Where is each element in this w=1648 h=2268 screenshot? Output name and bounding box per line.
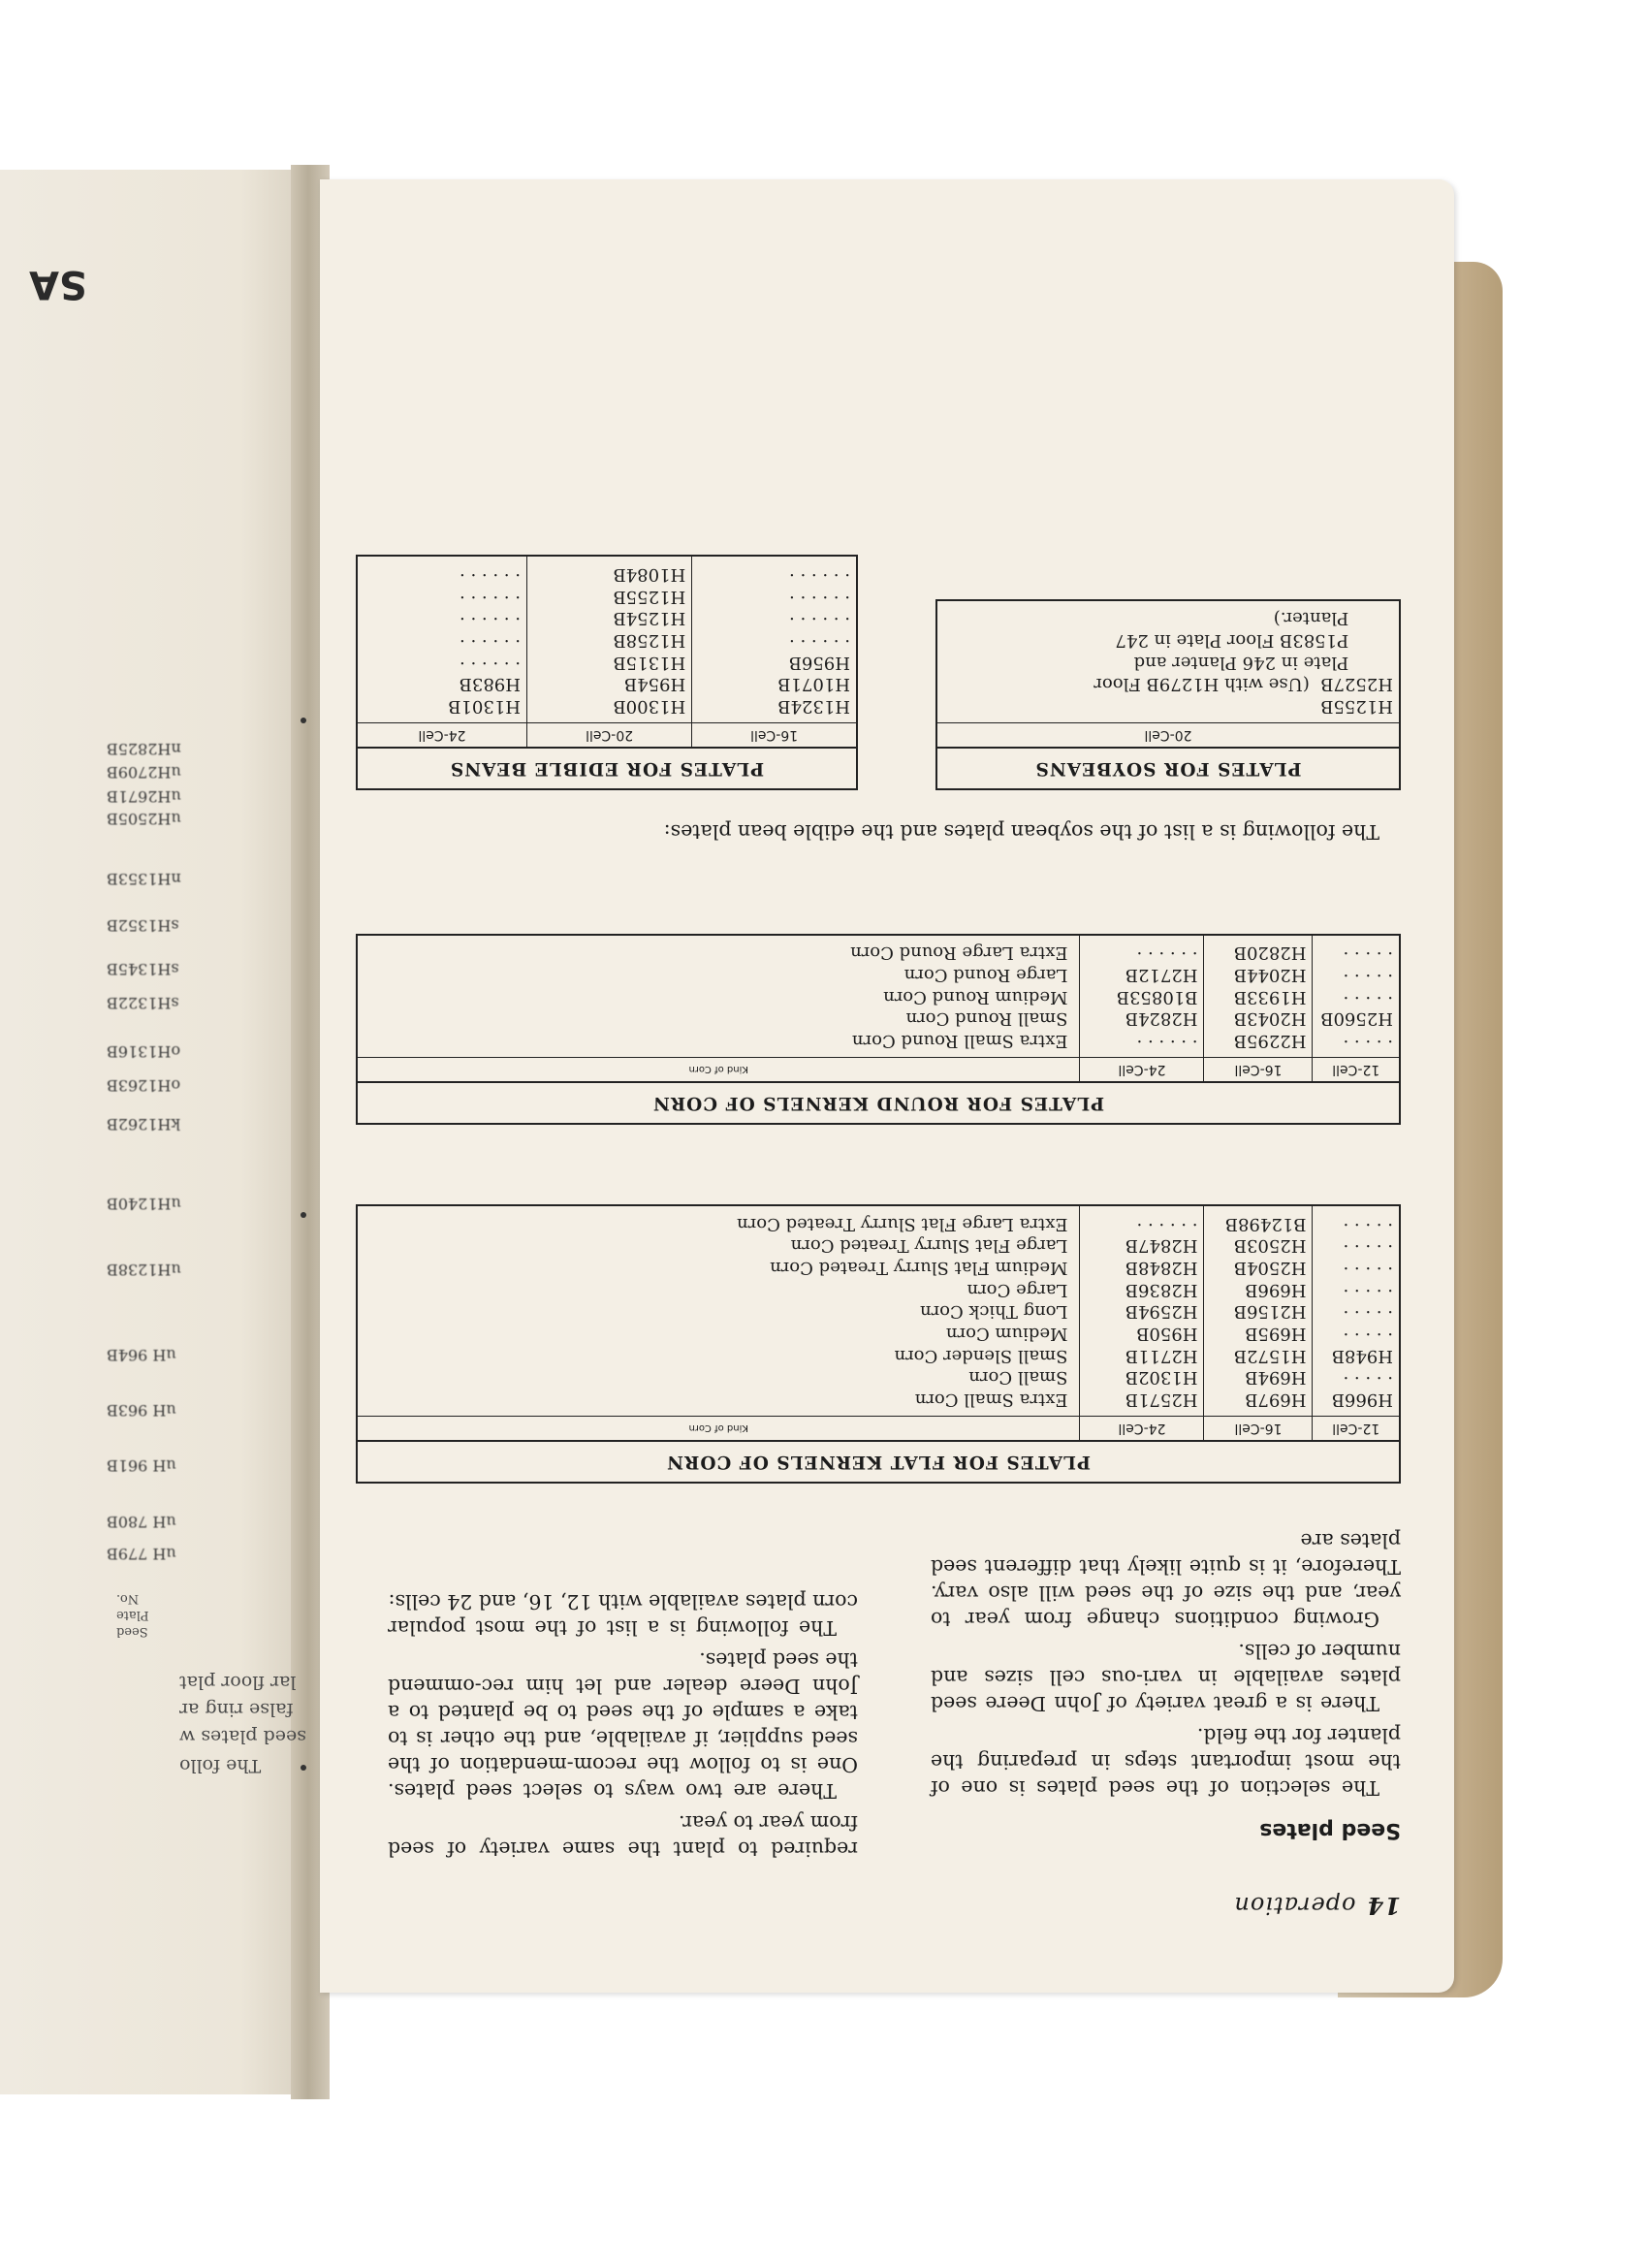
binding-stitch bbox=[301, 718, 306, 723]
left-page-code: sH1352B bbox=[107, 916, 179, 935]
left-page-code: sH1322B bbox=[107, 994, 179, 1012]
paragraph: The following is a list of the most popular corn plates available with 12, 16, and 24 cells: bbox=[388, 1589, 858, 1640]
left-page-code: sH1345B bbox=[107, 960, 179, 978]
cell-16: H697B H694B H1572B H695B H2156B H696B H2504B H2503B B12498B bbox=[1204, 1205, 1313, 1417]
cell-24: H2571B H1302B H2711B H950B H2594B H2836B H2848B H2847B · · · · · · bbox=[1080, 1205, 1204, 1417]
cell-kind: Extra Small Corn Small Corn Small Slender Corn Medium Corn Long Thick Corn Large Corn Medium Flat Slurry Treated Corn Large Flat Slurry Treated Corn Extra Large Flat Slurry Treated Corn bbox=[737, 1213, 1068, 1410]
left-page-code: oH1263B bbox=[107, 1076, 181, 1095]
left-page-code: uH 780B bbox=[107, 1513, 176, 1531]
cell-12: H966B · · · · · H948B · · · · · · · · · · · · · · · · · · · · · · · · · · · · · · bbox=[1313, 1205, 1400, 1417]
paragraph: There are two ways to select seed plates. One is to follow the recom-mendation of the seed supplier, if available, and the other is to take a sample of the seed to be planted to a John Deere dealer and let him rec-ommend the seed plates. bbox=[388, 1647, 858, 1803]
left-page-code: uH 779B bbox=[107, 1545, 176, 1563]
page-header bbox=[354, 1862, 1401, 1920]
section-title: operation bbox=[1233, 1892, 1356, 1919]
paragraph: There is a great variety of John Deere seed plates available in vari-ous cell sizes and number of cells. bbox=[931, 1639, 1401, 1715]
page-content-rotated bbox=[354, 252, 1401, 1920]
soybean-table-title: PLATES FOR SOYBEANS bbox=[935, 749, 1401, 790]
cell-16: H1324B H1071B H956B · · · · · · · · · · · · · · · · · · · · · · · · bbox=[692, 556, 857, 722]
left-page-code: uH2505B bbox=[107, 810, 181, 828]
cell-12: · · · · · H2560B · · · · · · · · · · · · · · · bbox=[1313, 935, 1400, 1058]
edible-beans-table bbox=[356, 555, 858, 790]
cell-kind: Extra Small Round Corn Small Round Corn Medium Round Corn Large Round Corn Extra Large Round Corn bbox=[850, 942, 1068, 1051]
table-row bbox=[357, 935, 1400, 1058]
left-page-code: oH1316B bbox=[107, 1042, 181, 1061]
left-page-code: uH1238B bbox=[107, 1261, 181, 1279]
col-header: 16-Cell bbox=[692, 723, 857, 749]
cell-24: H1301B H983B · · · · · · · · · · · · · · · · · · · · · · · · · · · · · · bbox=[448, 563, 521, 717]
page-number: 14 bbox=[1366, 1892, 1401, 1920]
col-header: 20-Cell bbox=[526, 723, 691, 749]
round-kernels-table bbox=[356, 934, 1401, 1125]
edible-table-title: PLATES FOR EDIBLE BEANS bbox=[356, 749, 858, 790]
binding-stitch bbox=[301, 1212, 306, 1218]
paragraph: The selection of the seed plates is one of the most important steps in preparing the planter for the field. bbox=[931, 1723, 1401, 1800]
right-text-column bbox=[388, 1582, 858, 1862]
table-row bbox=[357, 556, 857, 722]
main-page bbox=[320, 179, 1454, 1993]
left-page-code: uH2709B bbox=[107, 763, 181, 782]
left-page-col-header-1: Seed bbox=[116, 1624, 148, 1639]
left-page-snippet-1: The follo bbox=[179, 1755, 262, 1776]
col-header: 24-Cell bbox=[1080, 1058, 1204, 1083]
left-page-code: nH2825B bbox=[107, 740, 181, 758]
left-page-col-header-3: No. bbox=[116, 1591, 140, 1606]
paragraph: required to plant the same variety of seed from year to year. bbox=[388, 1810, 858, 1861]
col-header: 16-Cell bbox=[1204, 1058, 1313, 1083]
col-header: 24-Cell bbox=[1080, 1417, 1204, 1442]
col-header: 12-Cell bbox=[1313, 1058, 1400, 1083]
left-page-heading-fragment: SA bbox=[29, 262, 87, 306]
soybeans-table bbox=[935, 599, 1401, 790]
left-page-col-header-2: Plate bbox=[116, 1608, 149, 1622]
left-text-column bbox=[931, 1521, 1401, 1842]
bean-intro: The following is a list of the soybean plates and the edible bean plates: bbox=[663, 820, 1379, 844]
left-page-code: nH1353B bbox=[107, 870, 181, 888]
cell-20: H1300B H954B H1315B H1258B H1254B H1255B H1084B bbox=[526, 556, 691, 722]
table-row bbox=[936, 600, 1400, 723]
left-page-code: uH1240B bbox=[107, 1195, 181, 1213]
cell-16: H2295B H2043B H1933B H2044B H2820B bbox=[1204, 935, 1313, 1058]
col-header: Kind of Corn bbox=[357, 1417, 1080, 1442]
round-table-title: PLATES FOR ROUND KERNELS OF CORN bbox=[356, 1083, 1401, 1125]
flat-table-title: PLATES FOR FLAT KERNELS OF CORN bbox=[356, 1442, 1401, 1484]
col-header: Kind of Corn bbox=[357, 1058, 1080, 1083]
left-page-code: uH 963B bbox=[107, 1401, 176, 1420]
left-page-snippet-2: seed plates w bbox=[179, 1726, 306, 1747]
col-header: 16-Cell bbox=[1204, 1417, 1313, 1442]
left-page-code: uH2671B bbox=[107, 787, 181, 806]
section-heading: Seed plates bbox=[1259, 1818, 1401, 1842]
flat-kernels-table bbox=[356, 1204, 1401, 1484]
cell-24: · · · · · · H2824B B10853B H2712B · · · · · · bbox=[1080, 935, 1204, 1058]
left-page-code: kH1262B bbox=[107, 1115, 181, 1134]
paragraph: Growing conditions change from year to year, and the size of the seed will also vary. Therefore, it is quite likely that different seed plates are bbox=[931, 1528, 1401, 1631]
binding-stitch bbox=[301, 1765, 306, 1771]
table-row bbox=[357, 1205, 1400, 1417]
col-header: 12-Cell bbox=[1313, 1417, 1400, 1442]
left-page-snippet-4: lar floor plat bbox=[179, 1672, 297, 1693]
col-header: 20-Cell bbox=[936, 723, 1400, 749]
left-page-code: uH 964B bbox=[107, 1346, 176, 1364]
soybean-cell: H1255B H2527B (Use with H1279B Floor Plate in 246 Planter and P1583B Floor Plate in 247 Planter.) bbox=[1093, 608, 1393, 717]
left-page-code: uH 961B bbox=[107, 1456, 176, 1475]
left-page-snippet-3: false ring ar bbox=[179, 1699, 294, 1720]
col-header: 24-Cell bbox=[357, 723, 526, 749]
